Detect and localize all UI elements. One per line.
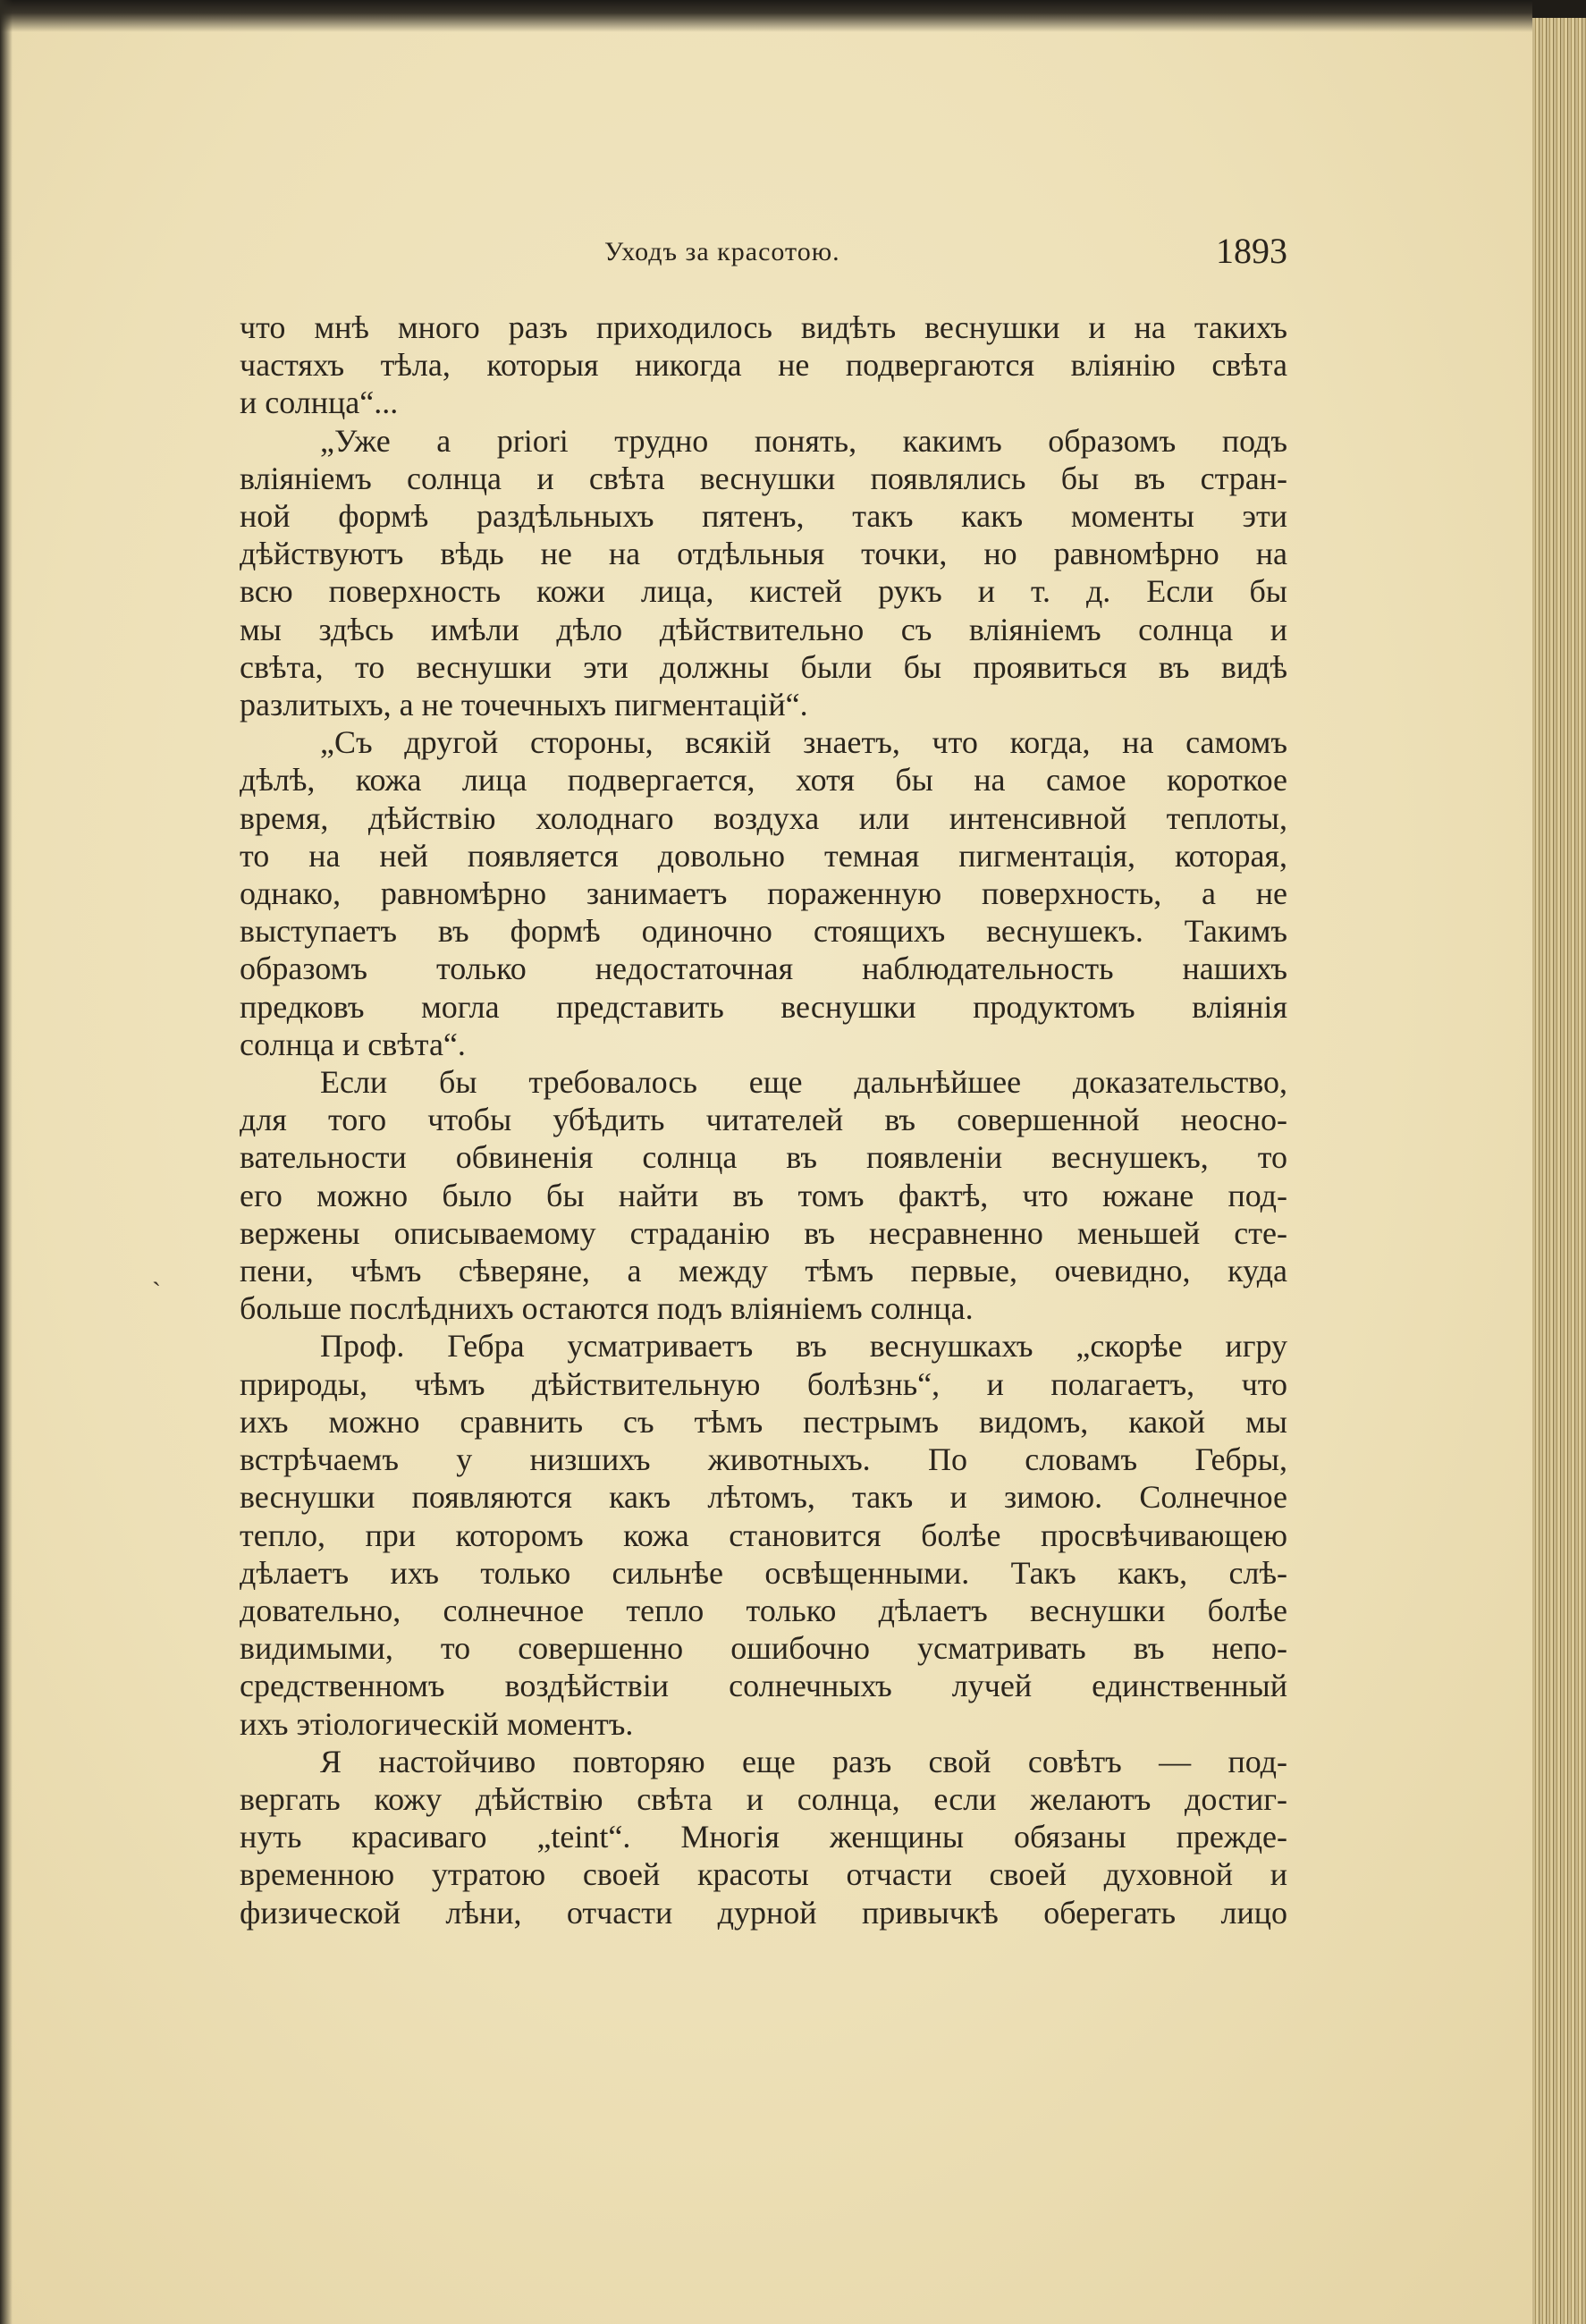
text-line: частяхъ тѣла, которыя никогда не подвергаются вліянію свѣта (240, 347, 1287, 384)
text-line: разлитыхъ, а не точечныхъ пигментацій“. (240, 687, 808, 723)
text-line: что мнѣ много разъ приходилось видѣть веснушки и на такихъ (240, 309, 1287, 345)
text-line: видимыми, то совершенно ошибочно усматривать въ непо- (240, 1630, 1287, 1667)
text-line: пени, чѣмъ сѣверяне, а между тѣмъ первые, очевидно, куда (240, 1253, 1287, 1289)
text-line: его можно было бы найти въ томъ фактѣ, что южане под- (240, 1177, 1287, 1213)
text-line: время, дѣйствію холоднаго воздуха или интенсивной теплоты, (240, 799, 1287, 836)
text-line: ихъ можно сравнить съ тѣмъ пестрымъ видомъ, какой мы (240, 1403, 1287, 1440)
text-line: мы здѣсь имѣли дѣло дѣйствительно съ вліяніемъ солнца и (240, 611, 1287, 647)
text-line: образомъ только недостаточная наблюдательность нашихъ (240, 951, 1287, 987)
text-line: довательно, солнечное тепло только дѣлаетъ веснушки болѣе (240, 1592, 1287, 1628)
text-line: дѣлѣ, кожа лица подвергается, хотя бы на самое короткое (240, 762, 1287, 799)
text-line: выступаетъ въ формѣ одиночно стоящихъ веснушекъ. Такимъ (240, 913, 1287, 950)
text-line: вержены описываемому страданію въ несравненно меньшей сте- (240, 1214, 1287, 1251)
text-line: Если бы требовалось еще дальнѣйшее доказательство, (320, 1064, 1287, 1101)
page-header (240, 228, 1287, 282)
text-line: однако, равномѣрно занимаетъ пораженную поверхность, а не (240, 875, 1287, 912)
scan-top-shadow (0, 0, 1586, 32)
scan-left-edge (0, 0, 13, 2324)
text-line: встрѣчаемъ у низшихъ животныхъ. По словамъ Гебры, (240, 1441, 1287, 1478)
text-line: тепло, при которомъ кожа становится болѣе просвѣчивающею (240, 1517, 1287, 1553)
text-line: ихъ этіологическій моментъ. (240, 1705, 634, 1742)
text-line: то на ней появляется довольно темная пигментація, которая, (240, 837, 1287, 874)
text-line: „Уже a priori трудно понять, какимъ образомъ подъ (320, 422, 1287, 459)
text-line: свѣта, то веснушки эти должны были бы проявиться въ видѣ (240, 648, 1287, 685)
text-line: дѣлаетъ ихъ только сильнѣе освѣщенными. Такъ какъ, слѣ- (240, 1554, 1287, 1591)
text-line: „Съ другой стороны, всякій знаетъ, что когда, на самомъ (320, 724, 1287, 761)
text-line: и солнца“... (240, 385, 399, 421)
margin-mark: ˋ (152, 1277, 161, 1306)
text-line: Проф. Гебра усматриваетъ въ веснушкахъ „скорѣе игру (320, 1328, 1287, 1365)
text-line: всю поверхность кожи лица, кистей рукъ и т. д. Если бы (240, 573, 1287, 610)
text-line: вергать кожу дѣйствію свѣта и солнца, если желаютъ достиг- (240, 1780, 1287, 1817)
text-line: предковъ могла представить веснушки продуктомъ вліянія (240, 988, 1287, 1025)
body-text (240, 308, 1287, 1931)
text-line: дѣйствуютъ вѣдь не на отдѣльныя точки, но равномѣрно на (240, 536, 1287, 572)
text-line: ной формѣ раздѣльныхъ пятенъ, такъ какъ моменты эти (240, 498, 1287, 535)
page-number: 1893 (1216, 231, 1287, 271)
book-page-edges (1532, 18, 1586, 2324)
text-line: Я настойчиво повторяю еще разъ свой совѣтъ — под- (320, 1743, 1287, 1779)
text-line: для того чтобы убѣдить читателей въ совершенной неосно- (240, 1102, 1287, 1138)
text-line: временною утратою своей красоты отчасти своей духовной и (240, 1856, 1287, 1893)
text-line: вліяніемъ солнца и свѣта веснушки появлялись бы въ стран- (240, 460, 1287, 496)
text-line: веснушки появляются какъ лѣтомъ, такъ и зимою. Солнечное (240, 1479, 1287, 1516)
text-line: вательности обвиненія солнца въ появленіи веснушекъ, то (240, 1139, 1287, 1176)
text-line: больше послѣднихъ остаются подъ вліяніемъ солнца. (240, 1290, 974, 1327)
text-line: солнца и свѣта“. (240, 1026, 466, 1062)
running-title: Уходъ за красотою. (604, 237, 840, 266)
text-line: нуть красиваго „teint“. Многія женщины обязаны прежде- (240, 1819, 1287, 1855)
text-line: природы, чѣмъ дѣйствительную болѣзнь“, и полагаетъ, что (240, 1365, 1287, 1402)
text-line: физической лѣни, отчасти дурной привычкѣ оберегать лицо (240, 1894, 1287, 1931)
text-line: средственномъ воздѣйствіи солнечныхъ лучей единственный (240, 1668, 1287, 1704)
